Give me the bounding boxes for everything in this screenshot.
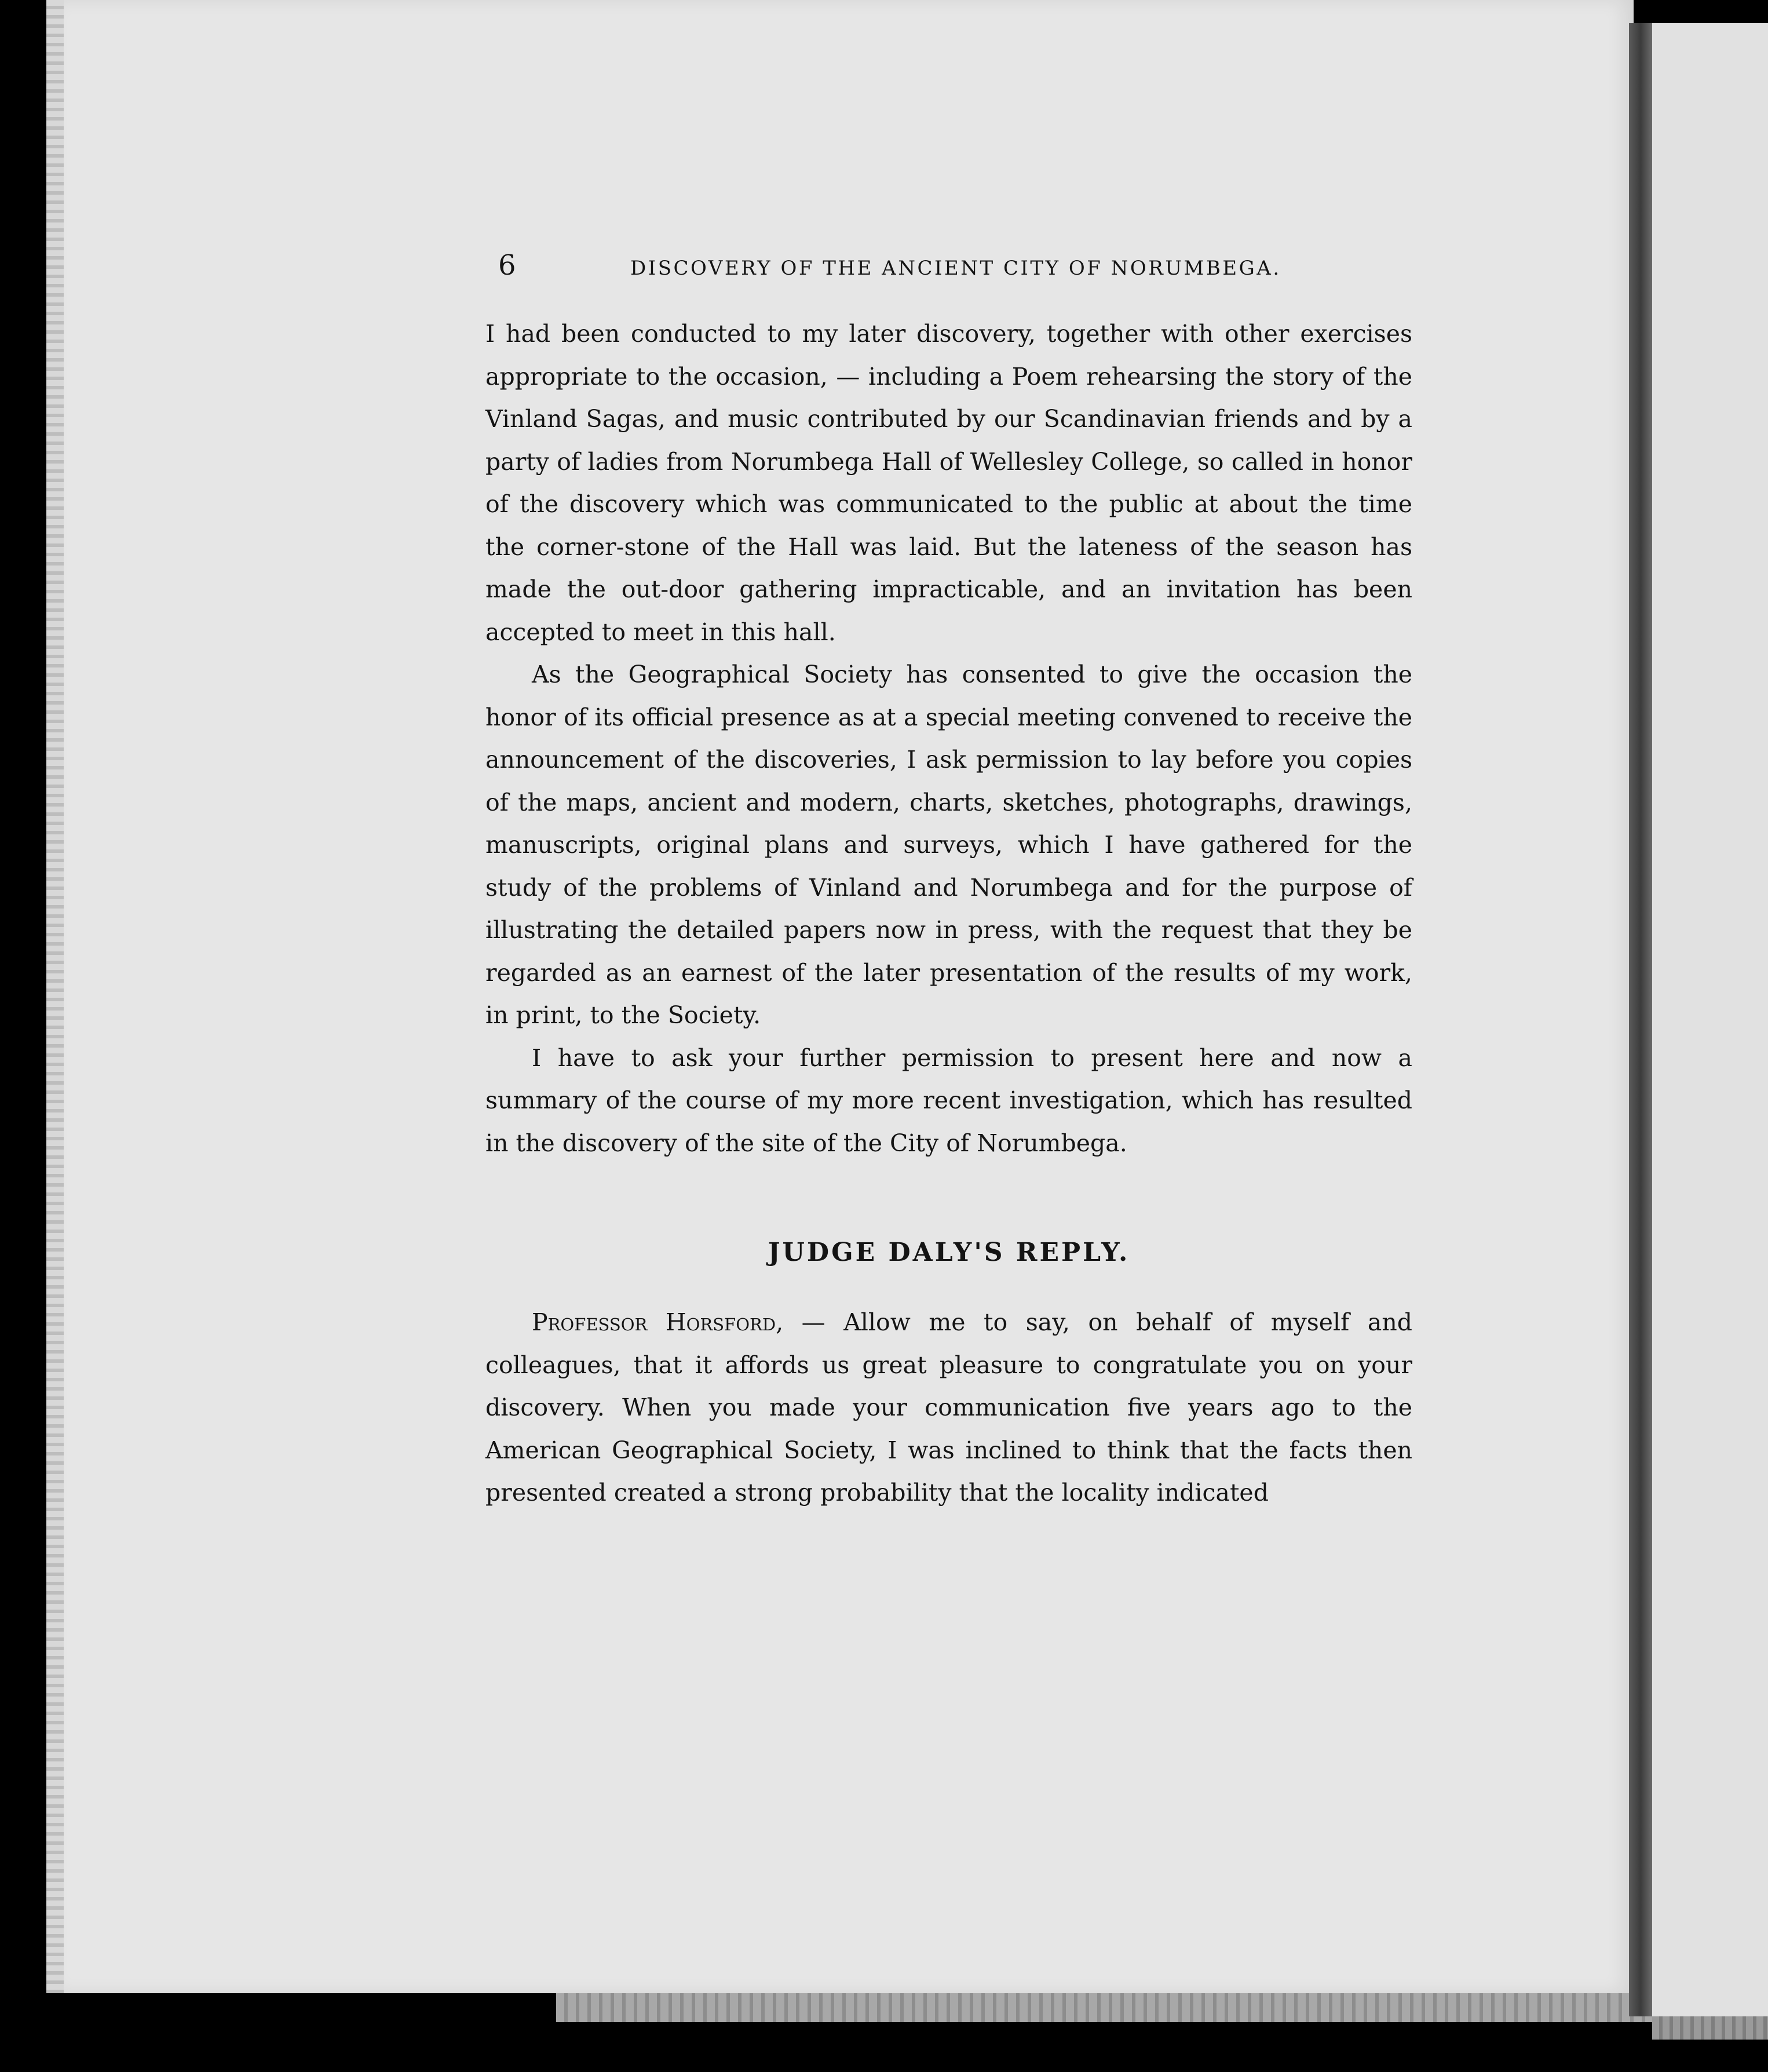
page-content <box>485 249 1412 1515</box>
paragraph-1: I had been conducted to my later discovery, together with other exercises appropriate to the occasion, — including a Poem rehearsing the story of the Vinland Sagas, and music contributed by our Scandinavian friends and by a party of ladies from Norumbega Hall of Wellesley College, so called in honor of the discovery which was communicated to the public at about the time the corner-stone of the Hall was laid. But the lateness of the season has made the out-door gathering impracticable, and an invitation has been accepted to meet in this hall. <box>485 320 1412 646</box>
paragraph-3: I have to ask your further permission to present here and now a summary of the course of my more recent investigation, which has resulted in the discovery of the site of the City of Norumbega. <box>485 1044 1412 1157</box>
running-head <box>498 249 1412 313</box>
running-title: DISCOVERY OF THE ANCIENT CITY OF NORUMBEGA. <box>630 257 1281 280</box>
facing-page-bottom-edge <box>1652 2016 1768 2040</box>
page-number: 6 <box>498 249 516 282</box>
facing-page-edge <box>1652 23 1768 2016</box>
page-bottom-edge <box>556 1993 1744 2022</box>
section-heading: JUDGE DALY'S REPLY. <box>768 1238 1130 1267</box>
reply-salutation: Professor Horsford, <box>532 1308 784 1336</box>
reply-text: — Allow me to say, on behalf of myself and colleagues, that it affords us great pleasure to congratulate you on your discovery. When you made your communication five years ago to the American Geographical Society, I was inclined to think that the facts then presented created a strong probability that the locality indicated <box>485 1308 1412 1506</box>
reply-paragraph <box>485 1301 1412 1515</box>
paragraph-2: As the Geographical Society has consented to give the occasion the honor of its official presence as at a special meeting convened to receive the announcement of the discoveries, I ask permission to lay before you copies of the maps, ancient and modern, charts, sketches, photographs, drawings, manuscripts, original plans and surveys, which I have gathered for the study of the problems of Vinland and Norumbega and for the purpose of illustrating the detailed papers now in press, with the request that they be regarded as an earnest of the later presentation of the results of my work, in print, to the Society. <box>485 661 1412 1029</box>
book-gutter <box>1629 23 1652 2016</box>
